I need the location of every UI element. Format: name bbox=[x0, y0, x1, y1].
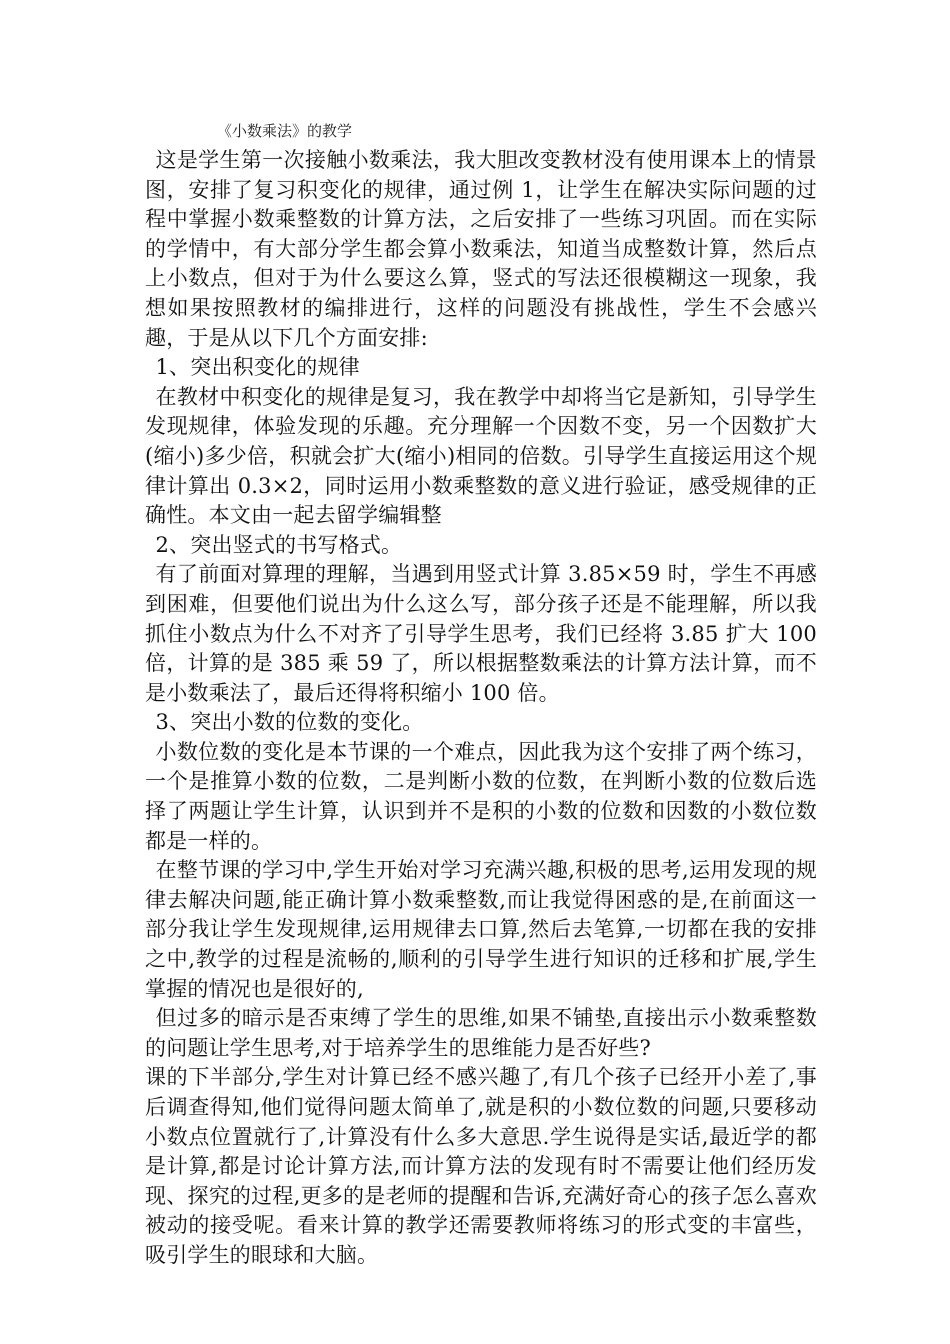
paragraph-reflection-1: 在整节课的学习中,学生开始对学习充满兴趣,积极的思考,运用发现的规律去解决问题,能正确计算小数乘整数,而让我觉得困惑的是,在前面这一部分我让学生发现规律,运用规律去口算,然后去笔算,一切都在我的安排之中,教学的过程是流畅的,顺利的引导学生进行知识的迁移和扩展,学生掌握的情况也是很好的, bbox=[145, 858, 817, 1001]
paragraph-reflection-2: 但过多的暗示是否束缚了学生的思维,如果不铺垫,直接出示小数乘整数的问题让学生思考,对于培养学生的思维能力是否好些? bbox=[145, 1006, 817, 1060]
paragraph-reflection-3: 课的下半部分,学生对计算已经不感兴趣了,有几个孩子已经开小差了,事后调查得知,他们觉得问题太简单了,就是积的小数位数的问题,只要移动小数点位置就行了,计算没有什么多大意思.学生说得是实话,最近学的都是计算,都是讨论计算方法,而计算方法的发现有时不需要让他们经历发现、探究的过程,更多的是老师的提醒和告诉,充满好奇心的孩子怎么喜欢被动的接受呢。看来计算的教学还需要教师将练习的形式变的丰富些，吸引学生的眼球和大脑。 bbox=[145, 1065, 817, 1267]
section-heading-2: 2、突出竖式的书写格式。 bbox=[155, 532, 403, 557]
paragraph-intro: 这是学生第一次接触小数乘法，我大胆改变教材没有使用课本上的情景图，安排了复习积变化的规律，通过例 1，让学生在解决实际问题的过程中掌握小数乘整数的计算方法，之后安排了一些练习巩固。而在实际的学情中，有大部分学生都会算小数乘法，知道当成整数计算，然后点上小数点，但对于为什么要这么算，竖式的写法还很模糊这一现象，我想如果按照教材的编排进行，这样的问题没有挑战性，学生不会感兴趣，于是从以下几个方面安排: bbox=[145, 148, 817, 350]
paragraph-section-3: 小数位数的变化是本节课的一个难点，因此我为这个安排了两个练习，一个是推算小数的位数，二是判断小数的位数，在判断小数的位数后选择了两题让学生计算，认识到并不是积的小数的位数和因数的小数位数都是一样的。 bbox=[145, 739, 817, 853]
paragraph-section-1: 在教材中积变化的规律是复习，我在教学中却将当它是新知，引导学生发现规律，体验发现的乐趣。充分理解一个因数不变，另一个因数扩大(缩小)多少倍，积就会扩大(缩小)相同的倍数。引导学生直接运用这个规律计算出 0.3×2，同时运用小数乘整数的意义进行验证，感受规律的正确性。本文由一起去留学编辑整 bbox=[145, 384, 817, 528]
section-heading-1: 1、突出积变化的规律 bbox=[155, 355, 360, 380]
document-page bbox=[145, 120, 817, 1271]
document-title: 《小数乘法》的教学 bbox=[217, 122, 353, 140]
section-heading-3: 3、突出小数的位数的变化。 bbox=[155, 710, 424, 735]
paragraph-section-2: 有了前面对算理的理解，当遇到用竖式计算 3.85×59 时，学生不再感到困难，但要他们说出为什么这么写，部分孩子还是不能理解，所以我抓住小数点为什么不对齐了引导学生思考，我们已经将 3.85 扩大 100 倍，计算的是 385 乘 59 了，所以根据整数乘法的计算方法计算，而不是小数乘法了，最后还得将积缩小 100 倍。 bbox=[145, 562, 817, 705]
